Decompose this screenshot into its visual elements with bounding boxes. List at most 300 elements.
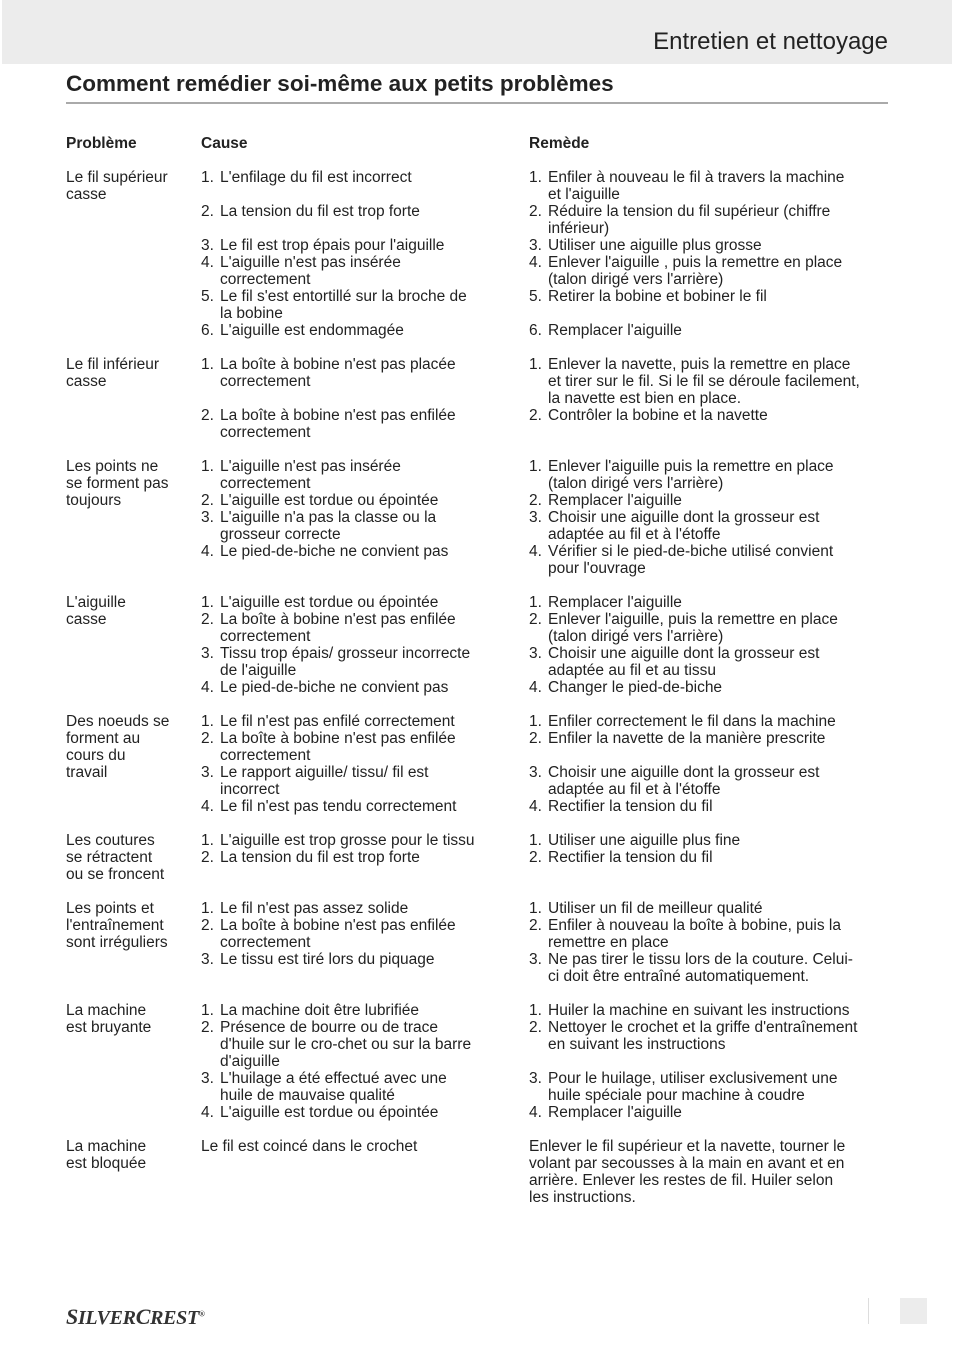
list-item [529,407,896,424]
item-number: 4. [529,1104,542,1121]
item-text: et tirer sur le fil. Si le fil se déroule facilement, [548,373,860,390]
item-number [529,305,548,322]
item-number: 2. [529,1019,542,1036]
item-number: 2. [201,917,214,934]
list-item [529,560,896,577]
item-number [201,1036,220,1053]
item-text: correctement [220,424,311,441]
table-row [66,832,896,883]
item-text: La tension du fil est trop forte [220,203,420,220]
list-item [201,220,529,237]
list-item [529,237,896,254]
remedy-cell [529,900,896,985]
item-text: Utiliser un fil de meilleur qualité [548,900,763,917]
item-text: Retirer la bobine et bobiner le fil [548,288,767,305]
item-number: 4. [529,679,542,696]
item-number: 3. [201,1070,214,1087]
list-item [529,1087,896,1104]
item-text: L'aiguille est tordue ou épointée [220,594,439,611]
item-number [201,1053,220,1070]
item-text: correctement [220,747,311,764]
list-item [529,288,896,305]
list-item [529,203,896,220]
header-remedy: Remède [529,135,590,152]
list-item [201,951,529,968]
item-number [201,186,220,203]
item-text: Le tissu est tiré lors du piquage [220,951,435,968]
problem-line: est bruyante [66,1019,152,1036]
item-text: La boîte à bobine n'est pas enfilée [220,611,456,628]
list-item [201,594,529,611]
problem-line: Des noeuds se [66,713,170,730]
item-number: 1. [201,356,214,373]
header-problem: Problème [66,135,137,152]
cause-cell [201,1002,529,1121]
item-text: de l'aiguille [220,662,297,679]
item-number: 3. [529,1070,542,1087]
list-item [529,798,896,815]
item-text: Enlever la navette, puis la remettre en place [548,356,851,373]
item-number [529,1053,548,1070]
list-item [201,1036,529,1053]
list-item [529,390,896,407]
list-item [201,1138,529,1155]
item-text: Remplacer l'aiguille [548,594,682,611]
item-number: 1. [529,900,542,917]
brand-logo: SILVERCREST® [66,1304,205,1329]
item-number [529,1087,548,1104]
table-row [66,1002,896,1121]
item-text: Tissu trop épais/ grosseur incorrecte [220,645,471,662]
item-number [529,1036,548,1053]
item-number: 3. [529,951,542,968]
problem-line: est bloquée [66,1155,147,1172]
item-text: L'aiguille n'est pas insérée [220,254,401,271]
item-number [201,747,220,764]
problem-line: casse [66,186,107,203]
remedy-cell [529,356,896,441]
list-item [529,713,896,730]
item-number [201,220,220,237]
item-text: Enfiler correctement le fil dans la machine [548,713,836,730]
item-text: Rectifier la tension du fil [548,798,713,815]
header-cause: Cause [201,135,248,152]
item-text: Remplacer l'aiguille [548,1104,682,1121]
list-item [201,1002,529,1019]
list-item [201,1104,529,1121]
item-number: 1. [201,900,214,917]
list-item [529,169,896,186]
list-item [529,730,896,747]
item-number [201,662,220,679]
item-number [529,968,548,985]
item-number [201,526,220,543]
item-text: correctement [220,373,311,390]
problem-line: Les coutures [66,832,155,849]
item-number: 2. [529,611,542,628]
item-text: adaptée au fil et à l'étoffe [548,781,721,798]
list-item [201,492,529,509]
cause-cell [201,1138,529,1206]
item-number: 2. [201,407,214,424]
list-item [529,1002,896,1019]
list-item [529,1053,896,1070]
item-number [529,781,548,798]
list-item [201,713,529,730]
list-item [201,781,529,798]
item-number: 2. [201,730,214,747]
item-text: Utiliser une aiguille plus grosse [548,237,762,254]
item-number [529,220,548,237]
item-text: Choisir une aiguille dont la grosseur est [548,764,820,781]
item-text: L'huilage a été effectué avec une [220,1070,447,1087]
item-text: Le rapport aiguille/ tissu/ fil est [220,764,429,781]
item-text: Utiliser une aiguille plus fine [548,832,741,849]
item-number: 2. [529,492,542,509]
item-number: 4. [201,1104,214,1121]
item-number [529,390,548,407]
item-text: adaptée au fil et à l'étoffe [548,526,721,543]
item-number [201,475,220,492]
list-item [201,662,529,679]
list-item [529,254,896,271]
item-text: Contrôler la bobine et la navette [548,407,768,424]
item-text: Changer le pied-de-biche [548,679,723,696]
list-item [201,458,529,475]
item-text: Choisir une aiguille dont la grosseur est [548,645,820,662]
item-text: pour l'ouvrage [548,560,646,577]
list-item [529,917,896,934]
problem-line: casse [66,611,107,628]
list-item [201,645,529,662]
list-item [201,611,529,628]
list-item [529,900,896,917]
problem-line: cours du [66,747,126,764]
item-text: Remplacer l'aiguille [548,322,682,339]
item-number: 2. [529,730,542,747]
list-item [529,662,896,679]
problem-line: casse [66,373,107,390]
item-number: 4. [529,543,542,560]
item-number: 3. [529,764,542,781]
item-text: Présence de bourre ou de trace [220,1019,438,1036]
table-row [66,594,896,696]
item-number [529,934,548,951]
item-text: d'aiguille [220,1053,280,1070]
list-item [529,679,896,696]
item-text: Le fil est coincé dans le crochet [201,1138,418,1155]
item-text: L'aiguille est trop grosse pour le tissu [220,832,475,849]
item-text: L'aiguille n'a pas la classe ou la [220,509,437,526]
item-text: L'aiguille est tordue ou épointée [220,1104,439,1121]
item-number [201,1087,220,1104]
problem-cell [66,900,201,985]
item-number: 2. [201,1019,214,1036]
list-item [201,356,529,373]
item-text: Enlever le fil supérieur et la navette, tourner le [529,1138,846,1155]
table-row [66,900,896,985]
list-item [529,594,896,611]
problem-line: ou se froncent [66,866,165,883]
list-item [201,934,529,951]
item-text: arrière. Enlever les restes de fil. Huiler selon [529,1172,834,1189]
item-text: La boîte à bobine n'est pas enfilée [220,730,456,747]
item-text: Nettoyer le crochet et la griffe d'entraînement [548,1019,858,1036]
item-text [548,1053,896,1070]
item-number [529,747,548,764]
list-item [201,237,529,254]
item-number: 1. [201,169,214,186]
item-number: 3. [201,764,214,781]
problem-line: Le fil inférieur [66,356,160,373]
list-item [201,1053,529,1070]
problem-line: travail [66,764,108,781]
list-item [201,1070,529,1087]
item-text: correctement [220,934,311,951]
item-number [529,526,548,543]
item-text: ci doit être entraîné automatiquement. [548,968,810,985]
item-text: les instructions. [529,1189,636,1206]
item-number [201,271,220,288]
item-text: remettre en place [548,934,669,951]
item-number: 6. [201,322,214,339]
item-number: 1. [529,169,542,186]
list-item [529,186,896,203]
list-item [529,951,896,968]
list-item [529,849,896,866]
page-title: Comment remédier soi-même aux petits problèmes [66,71,614,96]
item-text: huile de mauvaise qualité [220,1087,395,1104]
problem-line: La machine [66,1002,147,1019]
list-item [201,424,529,441]
item-text: Réduire la tension du fil supérieur (chiffre [548,203,831,220]
item-text: Ne pas tirer le tissu lors de la couture. Celui- [548,951,853,968]
list-item [201,373,529,390]
problem-cell [66,713,201,815]
problem-cell [66,594,201,696]
title-divider [66,102,888,104]
item-number: 1. [201,713,214,730]
item-number: 1. [529,458,542,475]
item-text: Huiler la machine en suivant les instructions [548,1002,850,1019]
item-number [529,475,548,492]
table-row [66,169,896,339]
problem-line: se rétractent [66,849,153,866]
list-item [529,322,896,339]
list-item [529,1138,896,1155]
problem-cell [66,1002,201,1121]
problem-line: Les points et [66,900,154,917]
list-item [201,169,529,186]
item-number [201,373,220,390]
list-item [201,543,529,560]
item-text: Le fil s'est entortillé sur la broche de [220,288,467,305]
list-item [529,526,896,543]
item-text: Le fil est trop épais pour l'aiguille [220,237,445,254]
item-text: Enfiler à nouveau le fil à travers la machine [548,169,845,186]
list-item [529,781,896,798]
remedy-cell [529,832,896,883]
item-number: 2. [529,203,542,220]
item-text: d'huile sur le cro-chet ou sur la barre [220,1036,472,1053]
item-text: Enlever l'aiguille, puis la remettre en place [548,611,838,628]
item-number: 1. [529,356,542,373]
list-item [529,1104,896,1121]
item-text: Enfiler la navette de la manière prescrite [548,730,826,747]
remedy-cell [529,169,896,339]
item-text: La boîte à bobine n'est pas placée [220,356,456,373]
item-text [548,747,896,764]
item-text: Le pied-de-biche ne convient pas [220,543,449,560]
item-number: 3. [529,645,542,662]
item-text: la bobine [220,305,283,322]
item-text: L'aiguille est tordue ou épointée [220,492,439,509]
list-item [201,254,529,271]
list-item [529,1189,896,1206]
item-text: La tension du fil est trop forte [220,849,420,866]
problem-line: Le fil supérieur [66,169,168,186]
list-item [201,747,529,764]
item-number: 4. [529,254,542,271]
list-item [201,203,529,220]
item-number: 2. [529,407,542,424]
problem-line: se forment pas [66,475,169,492]
list-item [201,509,529,526]
list-item [201,1087,529,1104]
page-number-box [900,1298,927,1324]
item-number: 1. [201,1002,214,1019]
problem-line: sont irréguliers [66,934,168,951]
item-number [529,560,548,577]
list-item [529,1019,896,1036]
list-item [529,1172,896,1189]
item-text: volant par secousses à la main en avant et en [529,1155,845,1172]
item-text: Le fil n'est pas enfilé correctement [220,713,455,730]
item-text: Le pied-de-biche ne convient pas [220,679,449,696]
item-text: (talon dirigé vers l'arrière) [548,628,724,645]
cause-cell [201,900,529,985]
item-text: Le fil n'est pas tendu correctement [220,798,457,815]
list-item [201,526,529,543]
cause-cell [201,832,529,883]
item-number: 5. [529,288,542,305]
item-number [529,662,548,679]
item-text [220,390,529,407]
item-number [529,373,548,390]
remedy-cell [529,713,896,815]
item-text: incorrect [220,781,280,798]
item-number: 4. [201,798,214,815]
list-item [201,271,529,288]
list-item [201,628,529,645]
item-text: adaptée au fil et au tissu [548,662,717,679]
list-item [529,747,896,764]
list-item [201,475,529,492]
list-item [201,764,529,781]
item-text: (talon dirigé vers l'arrière) [548,271,724,288]
item-number: 4. [201,679,214,696]
list-item [529,543,896,560]
problem-line: L'aiguille [66,594,126,611]
list-item [201,730,529,747]
item-text: Enlever l'aiguille puis la remettre en place [548,458,834,475]
item-text: correctement [220,271,311,288]
list-item [529,934,896,951]
troubleshooting-table [66,135,896,1223]
item-number: 3. [529,237,542,254]
item-text: huile spéciale pour machine à coudre [548,1087,805,1104]
item-text: Rectifier la tension du fil [548,849,713,866]
item-number: 2. [201,611,214,628]
cause-cell [201,458,529,577]
item-number: 3. [201,509,214,526]
item-text: Remplacer l'aiguille [548,492,682,509]
item-number [201,390,220,407]
item-number: 5. [201,288,214,305]
problem-line: La machine [66,1138,147,1155]
cause-cell [201,594,529,696]
item-text: L'enfilage du fil est incorrect [220,169,412,186]
item-text: Enfiler à nouveau la boîte à bobine, puis la [548,917,841,934]
table-row [66,713,896,815]
list-item [529,611,896,628]
item-text: correctement [220,628,311,645]
problem-cell [66,356,201,441]
item-number: 4. [529,798,542,815]
item-text: en suivant les instructions [548,1036,726,1053]
item-number: 2. [529,849,542,866]
item-number [201,628,220,645]
item-number [201,305,220,322]
list-item [201,407,529,424]
list-item [201,186,529,203]
item-number: 1. [201,594,214,611]
problem-line: Les points ne [66,458,159,475]
list-item [529,509,896,526]
item-number: 3. [529,509,542,526]
item-number: 3. [201,951,214,968]
problem-cell [66,458,201,577]
list-item [529,1070,896,1087]
item-text: Pour le huilage, utiliser exclusivement une [548,1070,838,1087]
list-item [529,1036,896,1053]
item-number: 1. [529,1002,542,1019]
list-item [201,305,529,322]
list-item [201,1019,529,1036]
item-text: L'aiguille n'est pas insérée [220,458,401,475]
item-number [201,934,220,951]
list-item [201,849,529,866]
item-text: grosseur correcte [220,526,341,543]
item-text: la navette est bien en place. [548,390,742,407]
list-item [529,968,896,985]
table-row [66,1138,896,1206]
list-item [529,1155,896,1172]
list-item [529,373,896,390]
list-item [201,798,529,815]
item-text: (talon dirigé vers l'arrière) [548,475,724,492]
list-item [201,917,529,934]
item-text: Vérifier si le pied-de-biche utilisé convient [548,543,834,560]
item-number: 3. [201,645,214,662]
problem-line: forment au [66,730,141,747]
table-header-row [66,135,896,152]
remedy-cell [529,1138,896,1206]
remedy-cell [529,458,896,577]
item-number: 1. [529,713,542,730]
list-item [201,832,529,849]
item-text [548,305,896,322]
